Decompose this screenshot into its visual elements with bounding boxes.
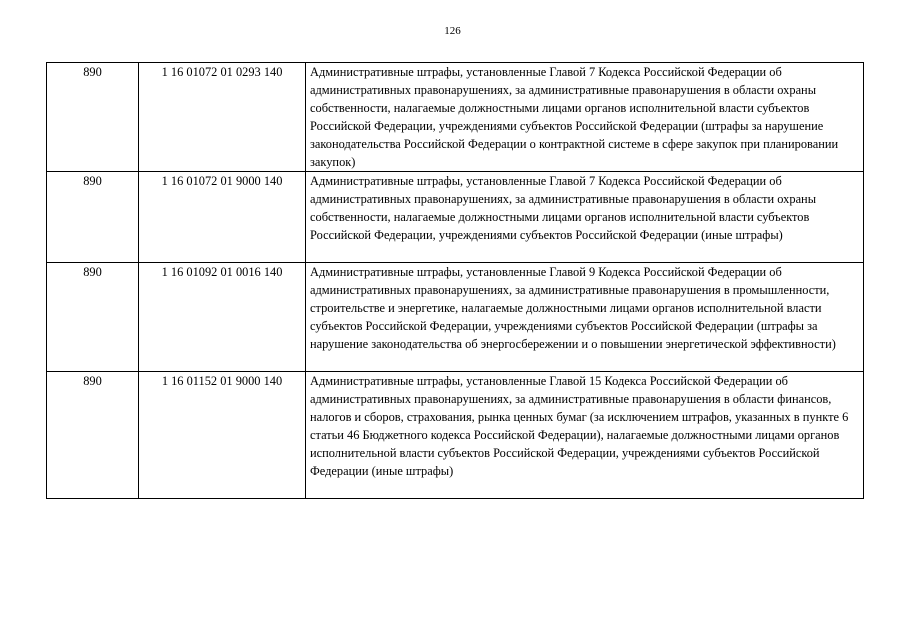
admin-code-cell: 890 [47,172,139,263]
kbk-code-cell: 1 16 01072 01 0293 140 [139,63,306,172]
table-row [47,263,864,372]
revenue-name-cell: Административные штрафы, установленные Главой 7 Кодекса Российской Федерации об административных правонарушениях, за административные правонарушения в области охраны собственности, налагаемые должностными лицами органов исполнительной власти субъектов Российской Федерации, учреждениями субъектов Российской Федерации (штрафы за нарушение законодательства Российской Федерации о контрактной системе в сфере закупок при планировании закупок) [306,63,864,172]
kbk-code-cell: 1 16 01152 01 9000 140 [139,372,306,499]
admin-code-cell: 890 [47,372,139,499]
table-row [47,372,864,499]
revenue-name-cell: Административные штрафы, установленные Главой 15 Кодекса Российской Федерации об административных правонарушениях, за административные правонарушения в области финансов, налогов и сборов, страхования, рынка ценных бумаг (за исключением штрафов, указанных в пункте 6 статьи 46 Бюджетного кодекса Российской Федерации), налагаемые должностными лицами органов исполнительной власти субъектов Российской Федерации, учреждениями субъектов Российской Федерации (иные штрафы) [306,372,864,499]
kbk-code-cell: 1 16 01092 01 0016 140 [139,263,306,372]
page-number: 126 [444,25,461,37]
kbk-code-cell: 1 16 01072 01 9000 140 [139,172,306,263]
revenue-name-cell: Административные штрафы, установленные Главой 7 Кодекса Российской Федерации об административных правонарушениях, за административные правонарушения в области охраны собственности, налагаемые должностными лицами органов исполнительной власти субъектов Российской Федерации, учреждениями субъектов Российской Федерации (иные штрафы) [306,172,864,263]
admin-code-cell: 890 [47,63,139,172]
revenue-name-cell: Административные штрафы, установленные Главой 9 Кодекса Российской Федерации об административных правонарушениях, за административные правонарушения в промышленности, строительстве и энергетике, налагаемые должностными лицами органов исполнительной власти субъектов Российской Федерации, учреждениями субъектов Российской Федерации (штрафы за нарушение законодательства об энергосбережении и о повышении энергетической эффективности) [306,263,864,372]
budget-classification-table [46,62,864,499]
table-row [47,63,864,172]
admin-code-cell: 890 [47,263,139,372]
table-row [47,172,864,263]
